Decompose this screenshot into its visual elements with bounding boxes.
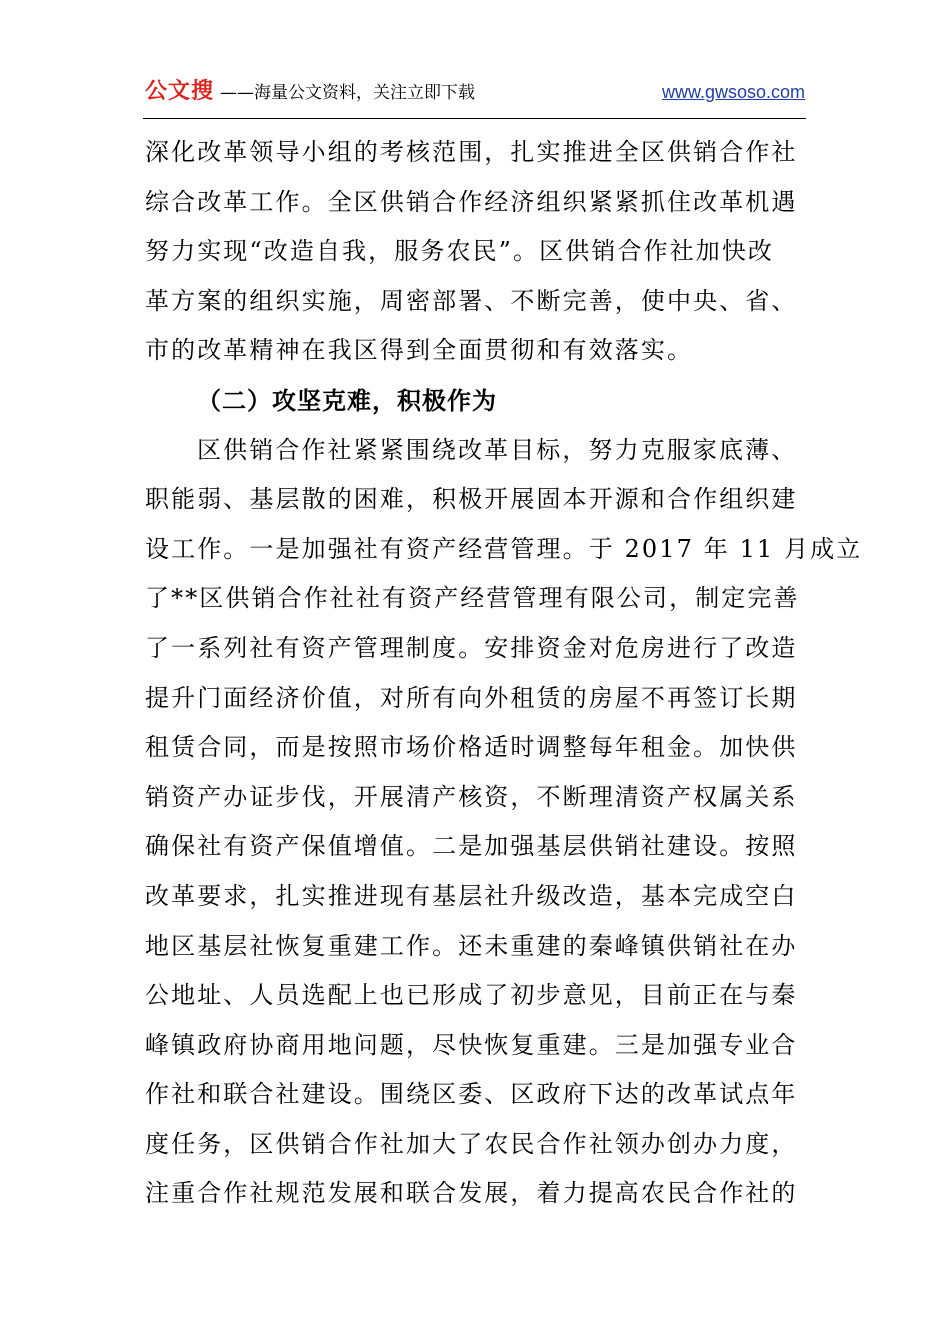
header-tagline: ——海量公文资料，关注立即下载 (220, 83, 476, 103)
page-header (145, 74, 805, 102)
body-line: 地区基层社恢复重建工作。还未重建的秦峰镇供销社在办 (145, 931, 798, 960)
header-divider (143, 118, 806, 119)
site-link[interactable]: www.gwsoso.com (661, 82, 805, 102)
document-body (145, 128, 863, 1219)
body-line: 峰镇政府协商用地问题，尽快恢复重建。三是加强专业合 (145, 1030, 798, 1059)
body-line: 了一系列社有资产管理制度。安排资金对危房进行了改造 (145, 633, 798, 662)
body-line: 销资产办证步伐，开展清产核资，不断理清资产权属关系 (145, 782, 798, 811)
body-line: 度任务，区供销合作社加大了农民合作社领办创办力度， (145, 1129, 798, 1158)
body-line: 设工作。一是加强社有资产经营管理。于 2017 年 11 月成立 (145, 534, 863, 563)
body-line: 提升门面经济价值，对所有向外租赁的房屋不再签订长期 (145, 683, 798, 712)
body-line: 职能弱、基层散的困难，积极开展固本开源和合作组织建 (145, 485, 798, 514)
body-line: 租赁合同，而是按照市场价格适时调整每年租金。加快供 (145, 733, 798, 762)
body-line: 注重合作社规范发展和联合发展，着力提高农民合作社的 (145, 1179, 798, 1208)
brand-logo: 公文搜 (145, 79, 215, 104)
body-line: 革方案的组织实施，周密部署、不断完善，使中央、省、 (145, 286, 798, 315)
body-line: 改革要求，扎实推进现有基层社升级改造，基本完成空白 (145, 881, 798, 910)
section-heading: （二）攻坚克难，积极作为 (197, 385, 497, 415)
body-line: 了**区供销合作社社有资产经营管理有限公司，制定完善 (145, 584, 800, 613)
body-line: 综合改革工作。全区供销合作经济组织紧紧抓住改革机遇 (145, 187, 798, 216)
body-line: 区供销合作社紧紧围绕改革目标，努力克服家底薄、 (197, 435, 798, 464)
body-line: 公地址、人员选配上也已形成了初步意见，目前正在与秦 (145, 981, 798, 1010)
body-line: 深化改革领导小组的考核范围，扎实推进全区供销合作社 (145, 138, 798, 166)
body-line: 作社和联合社建设。围绕区委、区政府下达的改革试点年 (145, 1080, 798, 1109)
body-line: 确保社有资产保值增值。二是加强基层供销社建设。按照 (145, 832, 798, 861)
body-line: 市的改革精神在我区得到全面贯彻和有效落实。 (145, 336, 694, 365)
body-line: 努力实现“改造自我，服务农民”。区供销合作社加快改 (145, 237, 775, 266)
